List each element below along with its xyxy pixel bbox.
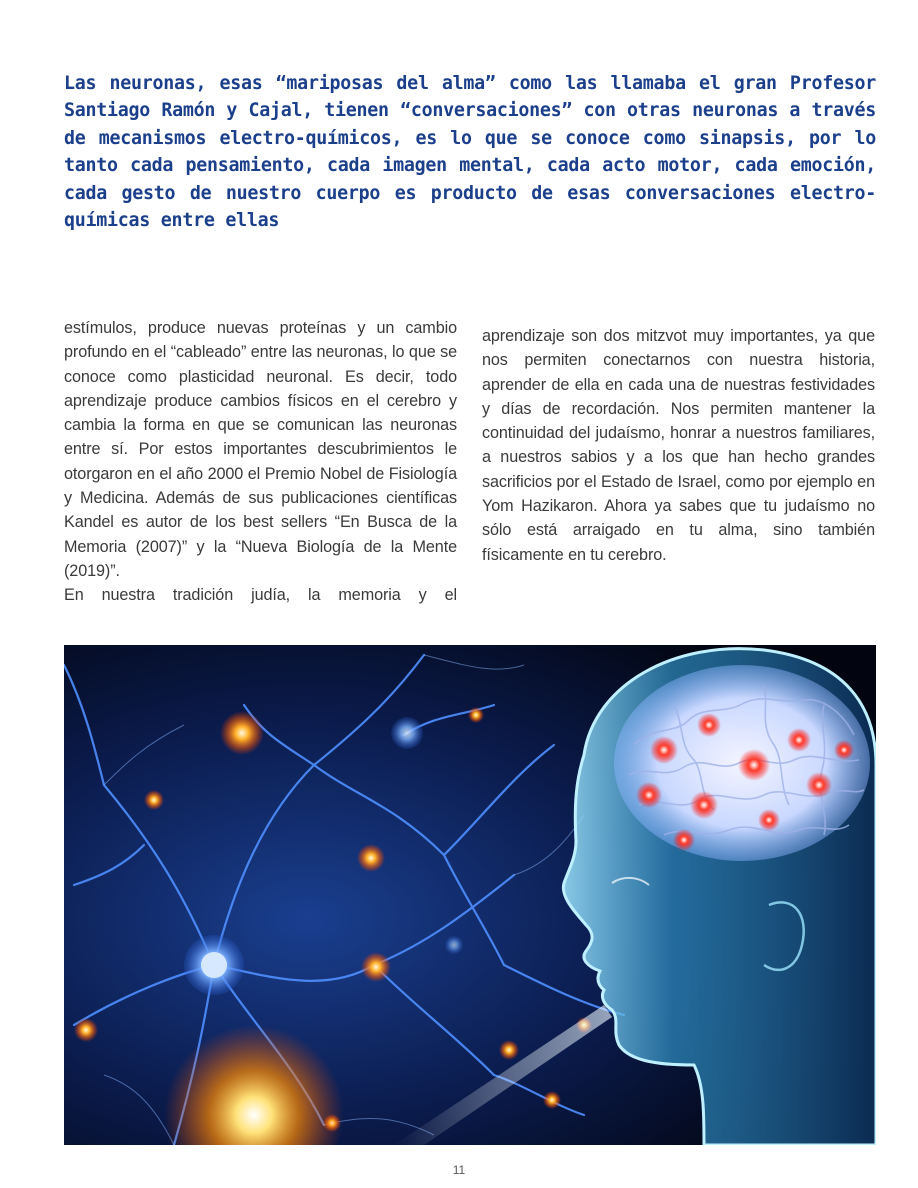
neurons-brain-illustration: [64, 645, 876, 1145]
body-column-left: [64, 316, 457, 608]
page-number: 11: [452, 1163, 466, 1177]
pull-quote: Las neuronas, esas “mariposas del alma” como las llamaba el gran Profesor Santiago Ramón y Cajal, tienen “conversaciones” con otras neuronas a través de mecanismos electro-químicos, es lo que se conoce como sinapsis, por lo tanto cada pensamiento, cada imagen mental, cada acto motor, cada emoción, cada gesto de nuestro cuerpo es producto de esas conversaciones electro-químicas entre ellas: [64, 73, 876, 232]
body-paragraph: aprendizaje son dos mitzvot muy importantes, ya que nos permiten conectarnos con nuestra historia, aprender de ella en cada una de nuestras festividades y días de recordación. Nos permiten mantener la continuidad del judaísmo, honrar a nuestros familiares, a nuestros sabios y a los que han hecho grandes sacrificios por el Estado de Israel, como por ejemplo en Yom Hazikaron. Ahora ya sabes que tu judaísmo no sólo está arraigado en tu alma, sino también físicamente en tu cerebro.: [482, 327, 875, 564]
body-paragraph: estímulos, produce nuevas proteínas y un cambio profundo en el “cableado” entre las neuronas, lo que se conoce como plasticidad neuronal. Es decir, todo aprendizaje produce cambios físicos en el cerebro y cambia la forma en que se comunican las neuronas entre sí. Por estos importantes descubrimientos le otorgaron en el año 2000 el Premio Nobel de Fisiología y Medicina. Además de sus publicaciones científicas Kandel es autor de los best sellers “En Busca de la Memoria (2007)” y la “Nueva Biología de la Mente (2019)”.: [64, 319, 457, 580]
body-paragraph: En nuestra tradición judía, la memoria y el: [64, 586, 457, 605]
body-column-right: [482, 324, 875, 567]
